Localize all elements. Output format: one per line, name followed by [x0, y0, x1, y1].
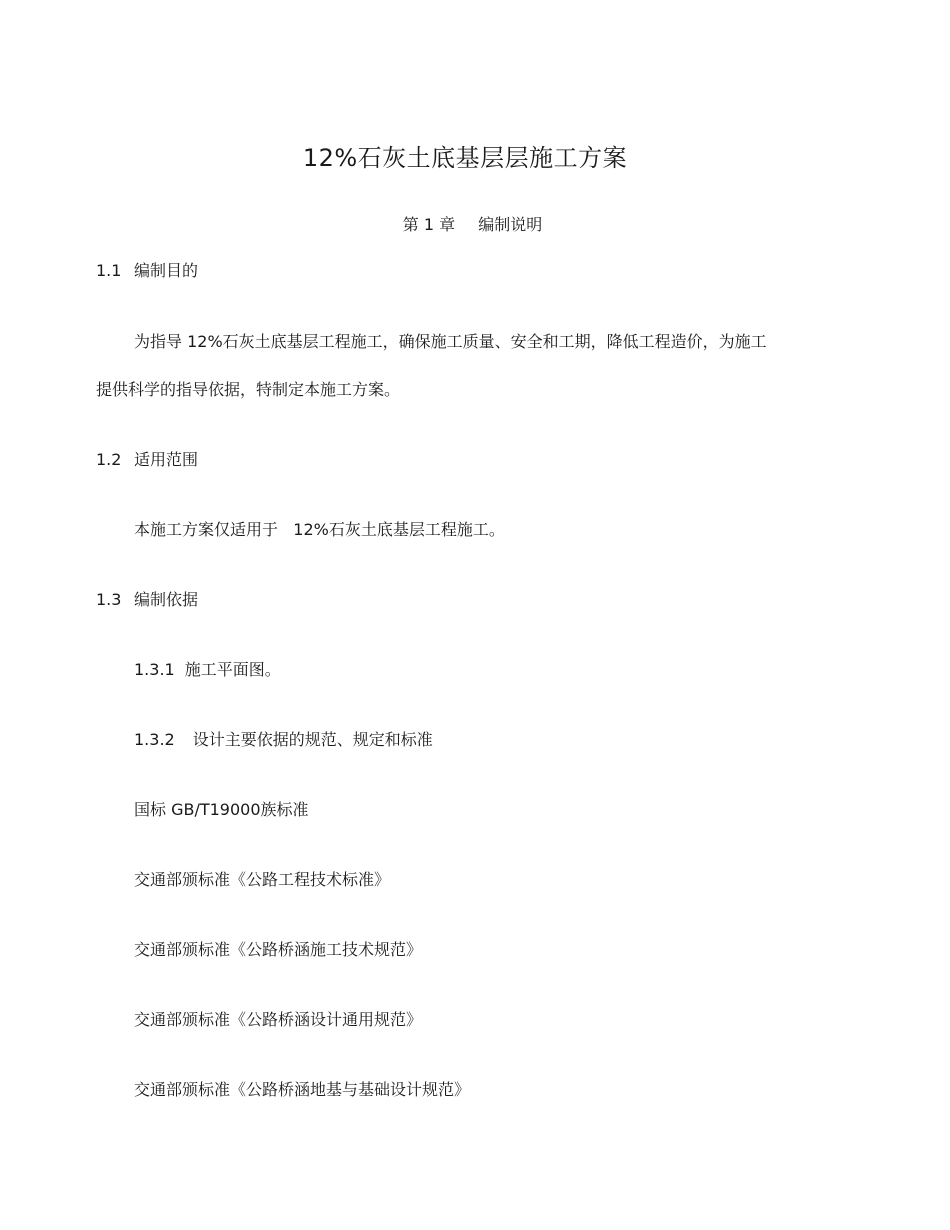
standard-item: 交通部颁标准《公路桥涵施工技术规范》 [134, 940, 423, 959]
paragraph-line: 本施工方案仅适用于 12%石灰土底基层工程施工。 [134, 520, 505, 539]
subsection-heading-1-3-2 [134, 729, 433, 751]
section-title: 编制目的 [134, 261, 199, 280]
section-title: 适用范围 [134, 450, 199, 469]
section-heading-1-2 [96, 449, 198, 471]
subsection-number: 1.3.2 [134, 730, 175, 749]
standard-item: 交通部颁标准《公路桥涵设计通用规范》 [134, 1010, 423, 1029]
standard-item: 国标 GB/T19000族标准 [134, 800, 309, 819]
paragraph-line: 提供科学的指导依据，特制定本施工方案。 [96, 380, 401, 399]
subsection-heading-1-3-1 [134, 659, 281, 681]
subsection-number: 1.3.1 [134, 660, 175, 679]
chapter-heading [0, 212, 945, 235]
document-title: 12%石灰土底基层层施工方案 [302, 144, 628, 172]
chapter-title: 编制说明 [478, 215, 543, 234]
section-heading-1-3 [96, 589, 198, 611]
section-number: 1.3 [96, 590, 122, 609]
section-title: 编制依据 [134, 590, 199, 609]
standard-item: 交通部颁标准《公路桥涵地基与基础设计规范》 [134, 1080, 471, 1099]
section-number: 1.1 [96, 261, 122, 280]
section-heading-1-1 [96, 260, 198, 282]
subsection-title: 施工平面图。 [184, 660, 281, 679]
standard-item: 交通部颁标准《公路工程技术标准》 [134, 870, 391, 889]
paragraph-line: 为指导 12%石灰土底基层工程施工，确保施工质量、安全和工期，降低工程造价，为施工 [134, 332, 767, 351]
section-number: 1.2 [96, 450, 122, 469]
subsection-title: 设计主要依据的规范、规定和标准 [192, 730, 433, 749]
chapter-number: 第 1 章 [402, 215, 456, 234]
